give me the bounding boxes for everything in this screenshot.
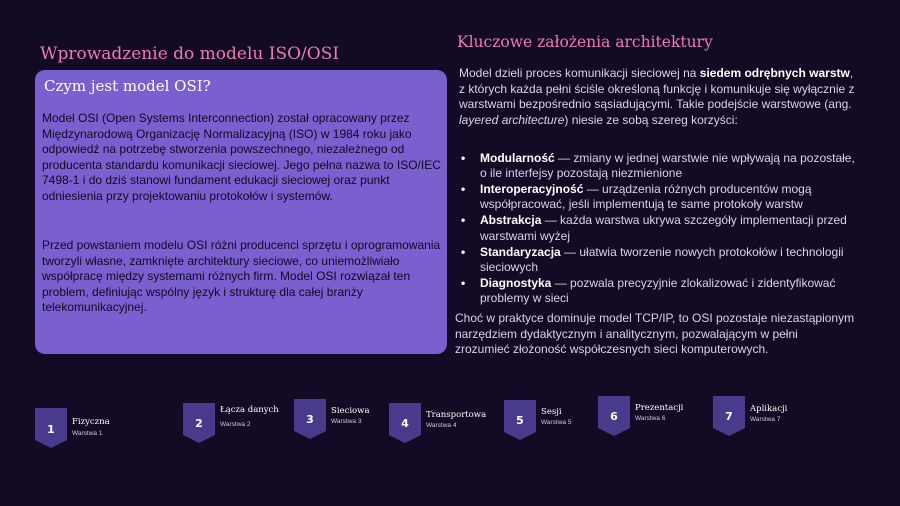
- bullet-icon: •: [461, 182, 466, 197]
- benefit-term: Interoperacyjność: [480, 182, 584, 197]
- layer-name: Prezentacji: [635, 403, 684, 413]
- intro-italic: layered architecture: [459, 112, 565, 127]
- layer-subtitle: Warstwa 1: [72, 430, 103, 437]
- benefit-term: Standaryzacja: [480, 244, 561, 259]
- benefit-item: [459, 213, 864, 244]
- benefit-text: — pozwala precyzyjnie zlokalizować i zidentyfikować problemy w sieci: [480, 275, 836, 306]
- intro-emphasis: siedem odrębnych warstw: [699, 66, 850, 80]
- osi-info-card: [35, 70, 447, 354]
- layer-subtitle: Warstwa 3: [331, 418, 362, 425]
- card-title: Czym jest model OSI?: [44, 77, 211, 95]
- layer-name: Transportowa: [426, 410, 487, 420]
- layer-number: 3: [306, 413, 314, 426]
- bullet-icon: •: [461, 275, 466, 290]
- layer-name: Fizyczna: [72, 417, 110, 427]
- bullet-icon: •: [461, 213, 466, 228]
- benefit-text: — każda warstwa ukrywa szczegóły implementacji przed warstwami wyżej: [480, 213, 847, 243]
- card-paragraph-history: Model OSI (Open Systems Interconnection) został opracowany przez Międzynarodową Organizację Normalizacyjną (ISO) w 1984 roku jako odpowiedź na potrzebę stworzenia powszechnego, niezależnego od producenta standardu komunikacji sieciowej. Jego pełna nazwa to ISO/IEC 7498-1 i do dziś stanowi fundament edukacji sieciowej oraz punkt odniesienia przy projektowaniu protokołów i systemów.: [42, 111, 441, 203]
- benefit-term: Abstrakcja: [480, 213, 542, 228]
- layer-subtitle: Warstwa 7: [750, 416, 781, 423]
- layer-number: 5: [516, 414, 524, 427]
- intro-text: , z których każda pełni ściśle określoną funkcję i komunikuje się wyłącznie z warstwami bezpośrednio sąsiadującymi. Takie podejście warstwowe (ang.: [459, 66, 855, 111]
- architecture-intro: [459, 66, 859, 128]
- layer-subtitle: Warstwa 6: [635, 415, 666, 422]
- section-title-intro: Wprowadzenie do modelu ISO/OSI: [40, 44, 340, 64]
- layer-number: 4: [401, 417, 409, 430]
- benefit-text: — zmiany w jednej warstwie nie wpływają na pozostałe, o ile interfejsy pozostają niezmienione: [480, 151, 855, 181]
- intro-text: Model dzieli proces komunikacji sieciowej na: [459, 66, 700, 80]
- bullet-icon: •: [461, 244, 466, 259]
- layer-number: 7: [725, 410, 733, 423]
- layer-subtitle: Warstwa 5: [541, 419, 572, 426]
- benefit-item: [459, 245, 864, 276]
- benefit-item: [459, 182, 864, 213]
- intro-text: ) niesie ze sobą szereg korzyści:: [564, 112, 738, 127]
- benefit-term: Diagnostyka: [480, 275, 552, 290]
- benefit-text: — ułatwia tworzenie nowych protokołów i technologii sieciowych: [480, 244, 844, 274]
- layer-number: 6: [610, 410, 618, 423]
- layer-subtitle: Warstwa 4: [426, 422, 457, 429]
- benefits-list: [459, 151, 864, 307]
- section-title-architecture: Kluczowe założenia architektury: [457, 33, 713, 51]
- layer-name: Sieciowa: [331, 406, 370, 416]
- layer-name: Łącza danych: [220, 405, 279, 415]
- bullet-icon: •: [461, 151, 466, 165]
- benefit-item: [459, 151, 864, 182]
- layer-name: Sesji: [541, 407, 562, 417]
- layer-name: Aplikacji: [750, 404, 788, 414]
- layer-number: 1: [47, 423, 55, 436]
- benefit-term: Modularność: [480, 151, 555, 165]
- benefit-text: — urządzenia różnych producentów mogą współpracować, jeśli implementują te same protokoły warstw: [480, 182, 812, 212]
- benefit-item: [459, 276, 864, 307]
- layer-subtitle: Warstwa 2: [220, 421, 251, 428]
- card-paragraph-problem: Przed powstaniem modelu OSI różni producenci sprzętu i oprogramowania tworzyli własne, zamknięte architektury sieciowe, co uniemożliwiało współpracę między systemami różnych firm. Model OSI rozwiązał ten problem, definiując wspólny język i strukturę dla całej branży telekomunikacyjnej.: [42, 238, 441, 314]
- layer-number: 2: [195, 417, 203, 430]
- architecture-conclusion: Choć w praktyce dominuje model TCP/IP, to OSI pozostaje niezastąpionym narzędziem dydaktycznym i analitycznym, pozwalającym w pełni zrozumieć złożoność współczesnych sieci komputerowych.: [455, 311, 855, 356]
